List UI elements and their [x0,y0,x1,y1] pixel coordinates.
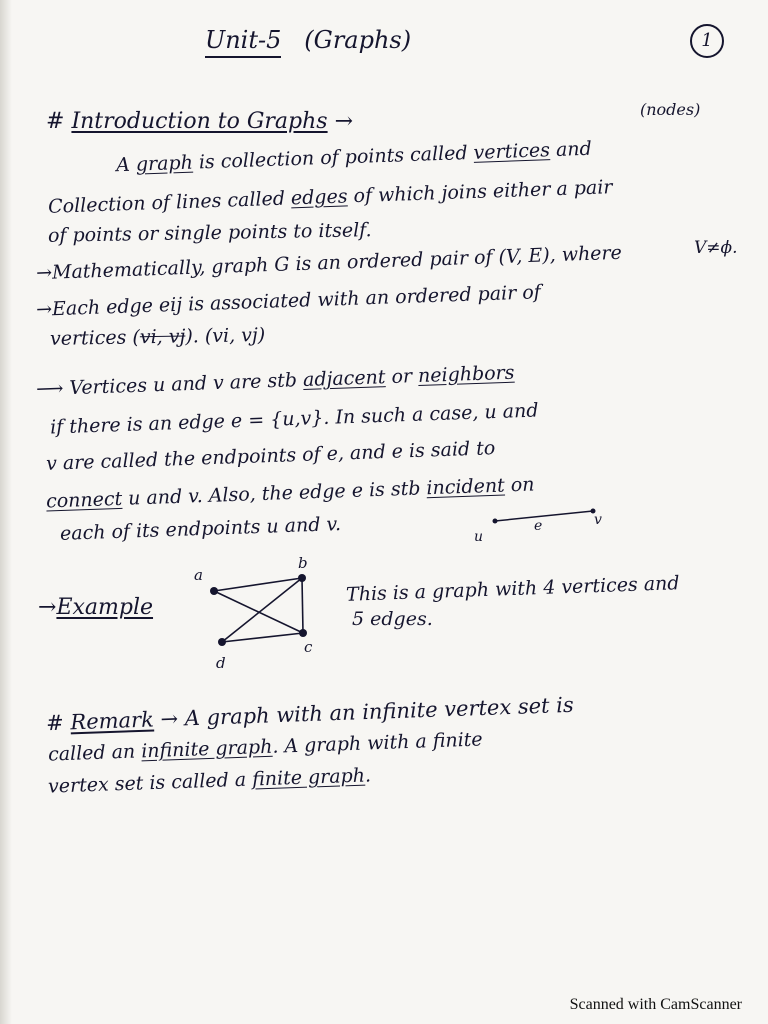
node-label-a: a [194,566,203,584]
node-label-c: c [304,638,313,656]
term-incident: incident [426,474,506,500]
definition-line-1: A graph is collection of points called vertices and [115,137,593,177]
intro-heading-text: Introduction to Graphs [71,109,328,134]
example-desc-1: This is a graph with 4 vertices and [345,572,680,606]
example-desc-2: 5 edges. [352,608,433,630]
adjacency-line-5: each of its endpoints u and v. [59,513,342,545]
adjacency-line-4: connect u and v. Also, the edge e is stb incident on [45,473,535,513]
term-graph: graph [135,151,194,176]
term-finite-graph: finite graph [251,764,366,791]
adjacency-line-1: ⟶ Vertices u and v are stb adjacent or neighbors [35,361,515,401]
heading-hash: # [46,109,65,134]
term-connect: connect [45,487,123,513]
vertex-c [299,629,307,637]
adjacency-line-2: if there is an edge e = {u,v}. In such a case, u and [49,399,539,439]
vertices-line: vertices (vi, vj). (vi, vj) [49,324,266,350]
remark-line-3: vertex set is called a finite graph. [47,764,372,798]
topic-label: (Graphs) [304,26,412,54]
edge-bc [302,578,303,633]
label-u: u [474,529,484,545]
remark-line-1: # Remark → A graph with an infinite vertex set is [45,692,575,736]
label-e: e [534,518,543,534]
term-adjacent: adjacent [302,366,386,392]
definition-line-3: of points or single points to itself. [47,219,372,247]
vertex-a [210,587,218,595]
struck-text: vi, vj [139,325,186,349]
vertex-b [298,574,306,582]
node-label-b: b [298,554,308,572]
remark-line-2: called an infinite graph. A graph with a finite [47,728,483,766]
node-label-d: d [216,654,226,672]
adjacency-line-3: v are called the endpoints of e, and e is said to [45,437,496,475]
term-neighbors: neighbors [417,361,515,388]
scanner-watermark: Scanned with CamScanner [569,996,742,1013]
math-line: →Mathematically, graph G is an ordered pair of (V, E), where [35,241,623,285]
math-condition: V≠ϕ. [694,238,738,258]
nodes-note: (nodes) [640,100,701,119]
term-infinite-graph: infinite graph [140,735,273,763]
heading-arrow: → [334,109,354,134]
remark-label: Remark [70,707,155,735]
example-label: →Example [38,595,154,620]
edge-line: →Each edge eij is associated with an ordered pair of [35,281,542,321]
label-v: v [594,512,602,528]
definition-line-2: Collection of lines called edges of which joins either a pair [47,176,613,218]
term-vertices: vertices [473,139,551,164]
page-number: 1 [690,24,724,58]
edge-dc [222,633,303,642]
unit-label: Unit-5 [205,26,281,58]
term-edges: edges [290,185,348,210]
vertex-d [218,638,226,646]
